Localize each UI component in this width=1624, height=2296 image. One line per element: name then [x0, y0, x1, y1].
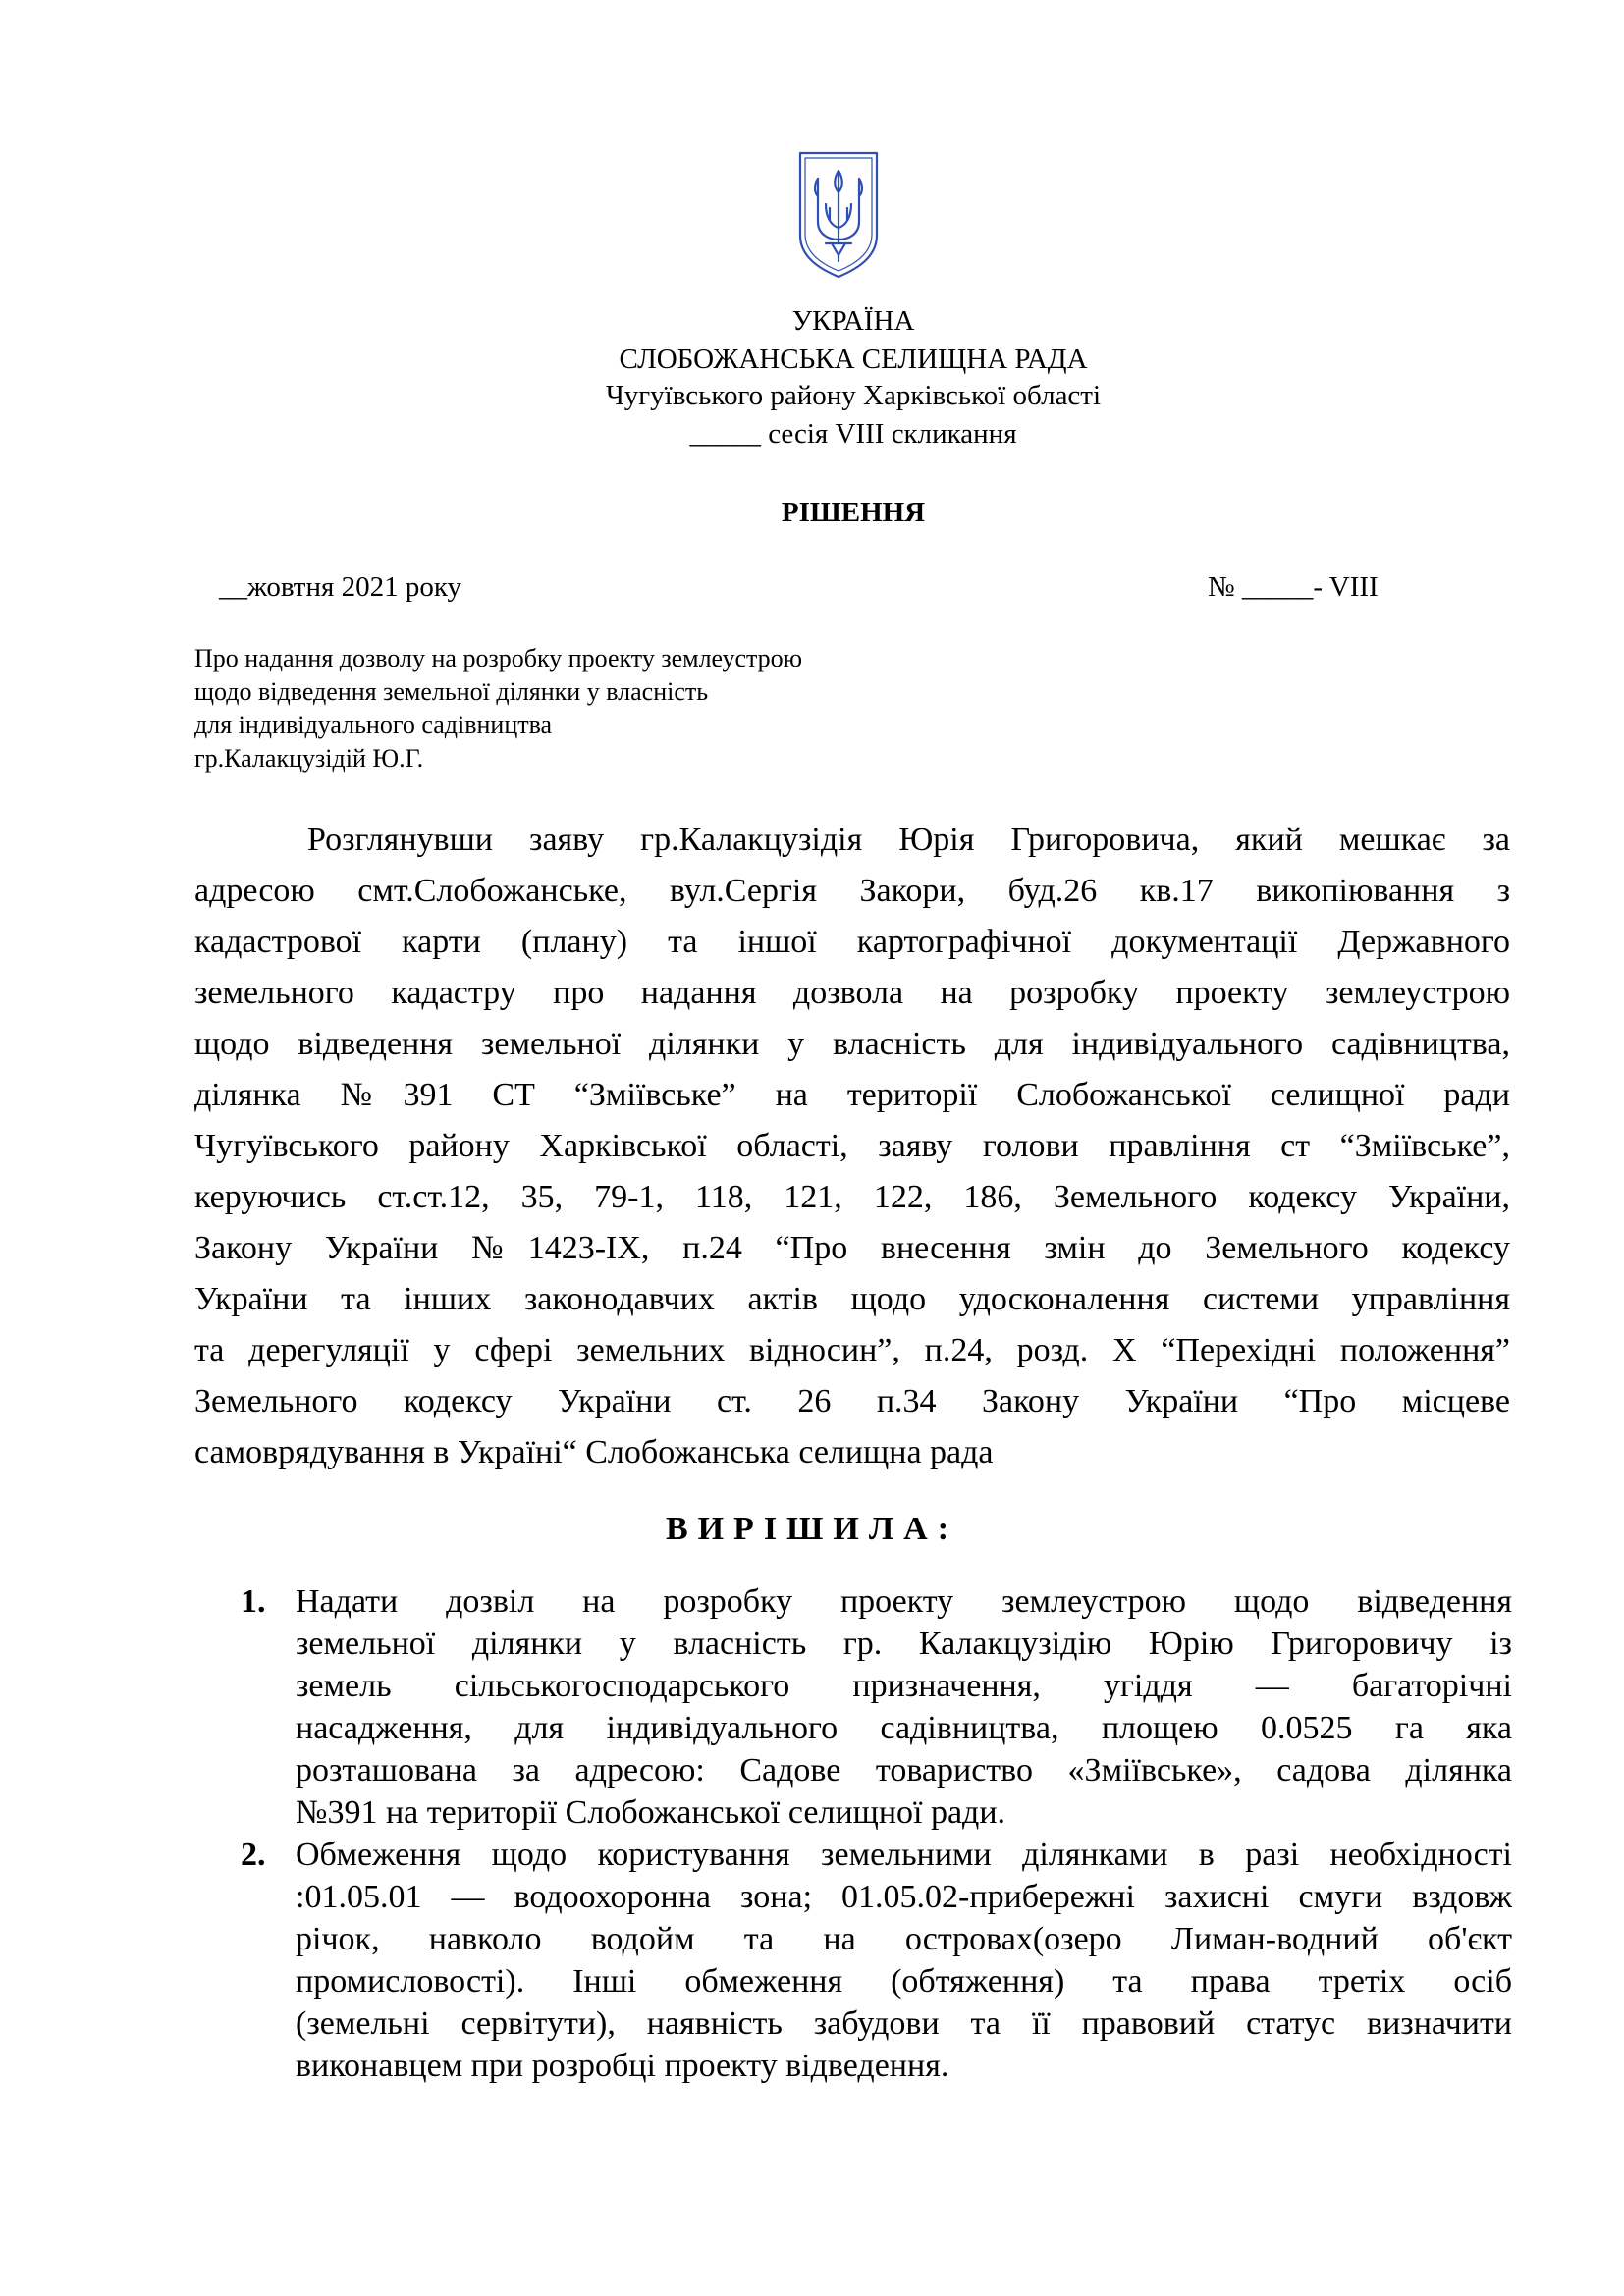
session-line: _____ сесія VIII скликання: [689, 418, 1017, 450]
preamble-line: та дерегуляції у сфері земельних відносин”, п.24, розд. X “Перехідні положення”: [194, 1332, 1510, 1368]
coat-of-arms-icon: [796, 149, 881, 281]
preamble-line: адресою смт.Слобожанське, вул.Сергія Закори, буд.26 кв.17 викопіювання з: [194, 873, 1510, 909]
item-line: насадження, для індивідуального садівництва, площею 0.0525 га яка: [296, 1710, 1512, 1746]
preamble-line: земельного кадастру про надання дозвола на розробку проекту землеустрою: [194, 975, 1510, 1011]
decision-item: [241, 1834, 1512, 2087]
decision-items: [241, 1580, 1512, 2087]
item-line: Надати дозвіл на розробку проекту землеустрою щодо відведення: [296, 1583, 1512, 1620]
item-line: Обмеження щодо користування земельними ділянками в разі необхідності: [296, 1837, 1512, 1873]
item-line: :01.05.01 — водоохоронна зона; 01.05.02-прибережні захисні смуги вздовж: [296, 1879, 1512, 1915]
decision-heading: ВИРІШИЛА:: [665, 1511, 959, 1547]
subject-line: Про надання дозволу на розробку проекту землеустрою: [194, 644, 803, 672]
preamble-line: самоврядування в Україні“ Слобожанська селищна рада: [194, 1434, 994, 1470]
preamble-line: України та інших законодавчих актів щодо удосконалення системи управління: [194, 1281, 1510, 1317]
item-line: (земельні сервітути), наявність забудови та її правовий статус визначити: [296, 2005, 1512, 2042]
item-line: промисловості). Інші обмеження (обтяження) та права третіх осіб: [296, 1963, 1512, 2000]
preamble-line: Закону України №1423-IX, п.24 “Про внесення змін до Земельного кодексу: [194, 1230, 1510, 1266]
preamble-line: щодо відведення земельної ділянки у власність для індивідуального садівництва,: [194, 1026, 1510, 1062]
decision-item: [241, 1580, 1512, 1834]
item-line: виконавцем при розробці проекту відведення.: [296, 2048, 949, 2084]
item-line: розташована за адресою: Садове товариство «Зміївське», садова ділянка: [296, 1752, 1512, 1789]
preamble-line: керуючись ст.ст.12, 35, 79-1, 118, 121, 122, 186, Земельного кодексу України,: [194, 1179, 1510, 1215]
preamble-line: Розглянувши заяву гр.Калакцузідія Юрія Григоровича, який мешкає за: [307, 822, 1510, 858]
subject-line: для індивідуального садівництва: [194, 711, 553, 739]
subject-line: гр.Калакцузідій Ю.Г.: [194, 744, 424, 773]
preamble-paragraph: [194, 815, 1510, 1478]
council-name: СЛОБОЖАНСЬКА СЕЛИЩНА РАДА: [619, 344, 1088, 375]
item-number: 2.: [241, 1837, 266, 1873]
item-line: №391 на території Слобожанської селищної ради.: [296, 1794, 1006, 1831]
document-number: № _____- VIII: [1208, 571, 1379, 603]
item-line: земель сільськогосподарського призначення, угіддя — багаторічні: [296, 1668, 1512, 1704]
preamble-line: Земельного кодексу України ст. 26 п.34 Закону України “Про місцеве: [194, 1383, 1510, 1419]
country-name: УКРАЇНА: [791, 305, 915, 337]
item-line: річок, навколо водойм та на островах(озеро Лиман-водний об'єкт: [296, 1921, 1512, 1957]
document-subject: [194, 642, 802, 775]
preamble-line: кадастрової карти (плану) та іншої картографічної документації Державного: [194, 924, 1510, 960]
item-number: 1.: [241, 1583, 266, 1620]
item-line: земельної ділянки у власність гр. Калакцузідію Юрію Григоровичу із: [296, 1626, 1512, 1662]
district-name: Чугуївського району Харківської області: [605, 380, 1102, 411]
preamble-line: Чугуївського району Харківської області, заяву голови правління ст “Зміївське”,: [194, 1128, 1510, 1164]
document-date: __жовтня 2021 року: [219, 571, 461, 603]
document-title: РІШЕННЯ: [781, 497, 926, 528]
subject-line: щодо відведення земельної ділянки у власність: [194, 677, 709, 706]
preamble-line: ділянка №391 СТ “Зміївське” на території Слобожанської селищної ради: [194, 1077, 1510, 1113]
